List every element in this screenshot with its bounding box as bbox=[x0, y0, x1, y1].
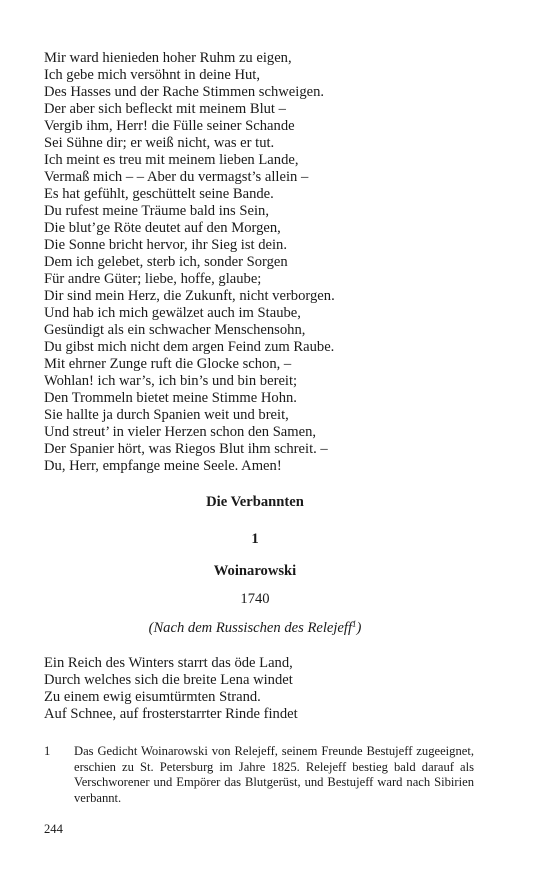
verse-line: Ich gebe mich versöhnt in deine Hut, bbox=[44, 67, 261, 83]
footnote-reference[interactable]: 1 bbox=[352, 619, 357, 629]
verse-line: Vermaß mich – – Aber du vermagst’s allein – bbox=[44, 169, 309, 185]
verse-line: Der aber sich befleckt mit meinem Blut – bbox=[44, 101, 286, 117]
verse-line: Des Hasses und der Rache Stimmen schweigen. bbox=[44, 84, 325, 100]
poem-source bbox=[0, 620, 510, 637]
verse-line: Zu einem ewig eisumtürmten Strand. bbox=[44, 689, 261, 705]
verse-line: Ich meint es treu mit meinem lieben Lande, bbox=[44, 152, 299, 168]
verse-line: Sei Sühne dir; er weiß nicht, was er tut. bbox=[44, 135, 275, 151]
verse-line: Mit ehrner Zunge ruft die Glocke schon, – bbox=[44, 356, 292, 372]
verse-line: Auf Schnee, auf frosterstarrter Rinde findet bbox=[44, 706, 298, 722]
page-number: 244 bbox=[44, 822, 63, 836]
verse-line: Sie hallte ja durch Spanien weit und breit, bbox=[44, 407, 289, 423]
verse-line: Durch welches sich die breite Lena windet bbox=[44, 672, 293, 688]
footnote-number: 1 bbox=[44, 744, 51, 758]
footnote bbox=[44, 744, 474, 806]
verse-line: Und hab ich mich gewälzet auch im Staube, bbox=[44, 305, 301, 321]
verse-line: Wohlan! ich war’s, ich bin’s und bin bereit; bbox=[44, 373, 298, 389]
verse-line: Du, Herr, empfange meine Seele. Amen! bbox=[44, 458, 282, 474]
verse-line: Du gibst mich nicht dem argen Feind zum Raube. bbox=[44, 339, 335, 355]
verse-line: Der Spanier hört, was Riegos Blut ihm schreit. – bbox=[44, 441, 328, 457]
verse-line: Ein Reich des Winters starrt das öde Land, bbox=[44, 655, 293, 671]
poem-title: Woinarowski bbox=[213, 563, 297, 579]
section-title: Die Verbannten bbox=[206, 494, 304, 510]
poem-stanza-bottom bbox=[44, 655, 514, 723]
poem-year: 1740 bbox=[240, 591, 270, 607]
footnote-text: Das Gedicht Woinarowski von Relejeff, seinem Freunde Bestujeff zugeeignet, erschien zu St. Petersburg im Jahre 1825. Relejeff bestieg bald darauf als Verschworener und Empörer das Blutgerüst, und Bestujeff ward nach Sibirien verbannt. bbox=[74, 744, 474, 805]
verse-line: Gesündigt als ein schwacher Menschensohn, bbox=[44, 322, 306, 338]
verse-line: Die blut’ge Röte deutet auf den Morgen, bbox=[44, 220, 281, 236]
verse-line: Und streut’ in vieler Herzen schon den Samen, bbox=[44, 424, 317, 440]
verse-line: Vergib ihm, Herr! die Fülle seiner Schande bbox=[44, 118, 295, 134]
verse-line: Du rufest meine Träume bald ins Sein, bbox=[44, 203, 269, 219]
poem-source-close: ) bbox=[356, 620, 362, 636]
poem-source-text: (Nach dem Russischen des Relejeff bbox=[148, 620, 353, 636]
section-number: 1 bbox=[251, 531, 259, 547]
poem-stanza-top bbox=[44, 50, 514, 475]
verse-line: Den Trommeln bietet meine Stimme Hohn. bbox=[44, 390, 297, 406]
verse-line: Es hat gefühlt, geschüttelt seine Bande. bbox=[44, 186, 274, 202]
verse-line: Dir sind mein Herz, die Zukunft, nicht verborgen. bbox=[44, 288, 335, 304]
verse-line: Die Sonne bricht hervor, ihr Sieg ist dein. bbox=[44, 237, 288, 253]
verse-line: Mir ward hienieden hoher Ruhm zu eigen, bbox=[44, 50, 292, 66]
verse-line: Für andre Güter; liebe, hoffe, glaube; bbox=[44, 271, 262, 287]
verse-line: Dem ich gelebet, sterb ich, sonder Sorgen bbox=[44, 254, 288, 270]
